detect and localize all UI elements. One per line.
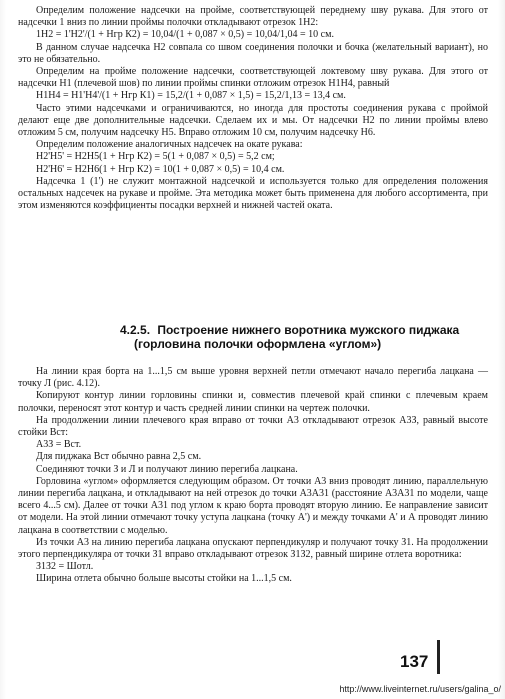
paragraph: В данном случае надсечка Н2 совпала со швом соединения полочки и бочка (желательный вариант), но это не обязательно.: [18, 41, 488, 65]
paragraph: Ширина отлета обычно больше высоты стойки на 1...1,5 см.: [36, 573, 292, 585]
paragraph: Определим положение аналогичных надсечек на окате рукава:: [36, 139, 303, 151]
paragraph: Соединяют точки З и Л и получают линию перегиба лацкана.: [36, 463, 298, 475]
formula-line: Н2'Н5' = Н2Н5(1 + Нгр К2) = 5(1 + 0,087 × 0,5) = 5,2 см;: [36, 151, 275, 163]
section-number: 4.2.5.: [120, 323, 151, 337]
formula-line: З1З2 = Шотл.: [36, 561, 94, 573]
page-number: 137: [400, 652, 429, 671]
formula-line: А3З = Вст.: [36, 439, 82, 451]
paragraph: Из точки А3 на линию перегиба лацкана опускают перпендикуляр и получают точку З1. На продолжении этого перпендикуляра от точки З1 вправо откладывают отрезок З1З2, равный ширине отлета воротника:: [18, 536, 488, 561]
page-number-bar: [437, 640, 440, 674]
bottom-text-block: [18, 366, 488, 586]
footer-url: http://www.liveinternet.ru/users/galina_o/: [339, 684, 501, 694]
section-heading: [120, 323, 490, 351]
paragraph: Часто этими надсечками и ограничиваются, но иногда для простоты соединения рукава с проймой делают еще две дополнительные надсечки. Сделаем их и мы. От надсечки Н2 по линии проймы влево отложим 5 см, получим надсечку Н5. Вправо отложим 10 см, получим надсечку Н6.: [18, 102, 488, 139]
top-text-block: [18, 5, 488, 212]
section-title-line-2: (горловина полочки оформлена «углом»): [134, 337, 382, 351]
formula-line: Н1Н4 = Н1'Н4'/(1 + Нгр К1) = 15,2/(1 + 0,087 × 1,5) = 15,2/1,13 = 13,4 см.: [36, 90, 346, 102]
paragraph: Для пиджака Вст обычно равна 2,5 см.: [36, 451, 202, 463]
section-title-line-1: Построение нижнего воротника мужского пиджака: [157, 323, 460, 337]
paragraph: Определим положение надсечки на пройме, соответствующей переднему шву рукава. Для этого от надсечки 1 вниз по линии проймы полочки откладывают отрезок 1Н2:: [18, 5, 488, 29]
paragraph: Надсечка 1 (1') не служит монтажной надсечкой и используется только для определения положения остальных надсечек на рукаве и пройме. Эта методика может быть применена для любого ассортимента, при этом изменяются коэффициенты посадки верхней и нижней частей оката.: [18, 175, 488, 212]
paragraph: На продолжении линии плечевого края вправо от точки А3 откладывают отрезок А3З, равный высоте стойки Вст:: [18, 414, 488, 439]
formula-line: Н2'Н6' = Н2Н6(1 + Нгр К2) = 10(1 + 0,087 × 0,5) = 10,4 см.: [36, 163, 285, 175]
formula-line: 1Н2 = 1'Н2'/(1 + Нгр К2) = 10,04/(1 + 0,087 × 0,5) = 10,04/1,04 = 10 см.: [36, 29, 334, 41]
paragraph: На линии края борта на 1...1,5 см выше уровня верхней петли отмечают начало перегиба лацкана — точку Л (рис. 4.12).: [18, 366, 488, 390]
paragraph: Копируют контур линии горловины спинки и, совместив плечевой край спинки с плечевым краем полочки, переносят этот контур и часть средней линии спинки на чертеж полочки.: [18, 390, 488, 414]
paragraph: Определим на пройме положение надсечки, соответствующей локтевому шву рукава. Для этого от надсечки Н1 (плечевой шов) по линии проймы спинки отложим отрезок Н1Н4, равный: [18, 66, 488, 90]
paragraph: Горловина «углом» оформляется следующим образом. От точки А3 вниз проводят линию, параллельную линии перегиба лацкана, и откладывают на ней отрезок до точки А3А31 (расстояние А3А31 по модели, чаще всего 4...5 см). Далее от точки А31 под углом к краю борта проводят вторую линию. Ее направление зависит от модели. На этой линии отмечают точку уступа лацкана (точку А') и между точками А' и А проводят линию лацкана в соответствии с моделью.: [18, 475, 488, 536]
